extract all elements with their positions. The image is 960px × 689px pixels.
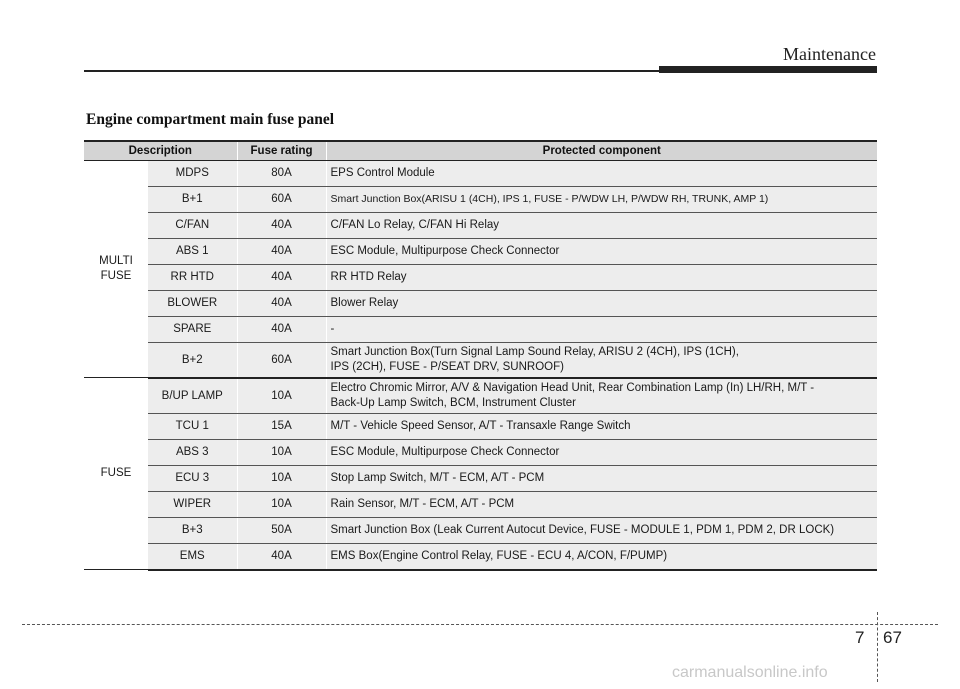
table-row <box>84 543 877 570</box>
fuse-rating: 10A <box>237 378 326 414</box>
table-header-row <box>84 141 877 160</box>
protected-component <box>326 342 877 378</box>
protected-component: Blower Relay <box>326 290 877 316</box>
table-row <box>84 264 877 290</box>
fuse-description: B+2 <box>148 342 237 378</box>
fuse-description: ABS 3 <box>148 439 237 465</box>
fuse-rating: 40A <box>237 290 326 316</box>
group-label-multi-fuse <box>84 160 148 378</box>
protected-component: Stop Lamp Switch, M/T - ECM, A/T - PCM <box>326 465 877 491</box>
section-header-title: Maintenance <box>783 44 876 64</box>
fuse-description: RR HTD <box>148 264 237 290</box>
table-row <box>84 439 877 465</box>
protected-component-line: IPS (2CH), FUSE - P/SEAT DRV, SUNROOF) <box>330 360 564 373</box>
table-row <box>84 491 877 517</box>
fuse-rating: 60A <box>237 342 326 378</box>
table-row <box>84 465 877 491</box>
protected-component-line: Smart Junction Box(Turn Signal Lamp Sound Relay, ARISU 2 (4CH), IPS (1CH), <box>330 345 739 358</box>
fuse-rating: 60A <box>237 186 326 212</box>
protected-component: Smart Junction Box(ARISU 1 (4CH), IPS 1, FUSE - P/WDW LH, P/WDW RH, TRUNK, AMP 1) <box>326 186 877 212</box>
protected-component-line: Electro Chromic Mirror, A/V & Navigation Head Unit, Rear Combination Lamp (In) LH/RH, M/T - <box>330 381 815 394</box>
footer-rule <box>22 624 938 625</box>
fuse-rating: 10A <box>237 491 326 517</box>
protected-component: M/T - Vehicle Speed Sensor, A/T - Transaxle Range Switch <box>326 413 877 439</box>
footer-divider <box>877 612 878 682</box>
fuse-description: BLOWER <box>148 290 237 316</box>
fuse-rating: 40A <box>237 212 326 238</box>
table-row <box>84 186 877 212</box>
fuse-table <box>84 140 877 571</box>
header-rule-accent <box>659 66 877 73</box>
fuse-rating: 80A <box>237 160 326 186</box>
table-row <box>84 378 877 414</box>
fuse-rating: 15A <box>237 413 326 439</box>
fuse-description: ECU 3 <box>148 465 237 491</box>
column-header-component: Protected component <box>326 141 877 160</box>
fuse-description: C/FAN <box>148 212 237 238</box>
page-number: 67 <box>883 628 902 647</box>
group-label-fuse <box>84 378 148 570</box>
watermark: carmanualsonline.info <box>672 664 828 681</box>
fuse-description: WIPER <box>148 491 237 517</box>
fuse-rating: 10A <box>237 439 326 465</box>
table-row <box>84 413 877 439</box>
group-label-line: FUSE <box>100 269 132 282</box>
fuse-description: B/UP LAMP <box>148 378 237 414</box>
protected-component: Rain Sensor, M/T - ECM, A/T - PCM <box>326 491 877 517</box>
protected-component: ESC Module, Multipurpose Check Connector <box>326 439 877 465</box>
table-row <box>84 316 877 342</box>
protected-component: - <box>326 316 877 342</box>
column-header-rating: Fuse rating <box>237 141 326 160</box>
group-label-line: MULTI <box>99 254 133 267</box>
protected-component: ESC Module, Multipurpose Check Connector <box>326 238 877 264</box>
fuse-rating: 40A <box>237 238 326 264</box>
fuse-description: TCU 1 <box>148 413 237 439</box>
fuse-rating: 10A <box>237 465 326 491</box>
fuse-description: MDPS <box>148 160 237 186</box>
group-label-line: FUSE <box>100 467 132 479</box>
protected-component: RR HTD Relay <box>326 264 877 290</box>
table-row <box>84 160 877 186</box>
fuse-rating: 40A <box>237 543 326 570</box>
page-title: Engine compartment main fuse panel <box>86 111 334 128</box>
protected-component <box>326 378 877 414</box>
table-row <box>84 517 877 543</box>
header-rule <box>84 70 659 72</box>
fuse-description: B+1 <box>148 186 237 212</box>
protected-component: EPS Control Module <box>326 160 877 186</box>
protected-component: C/FAN Lo Relay, C/FAN Hi Relay <box>326 212 877 238</box>
column-header-description: Description <box>84 141 237 160</box>
fuse-rating: 40A <box>237 264 326 290</box>
table-row <box>84 290 877 316</box>
fuse-description: ABS 1 <box>148 238 237 264</box>
fuse-description: EMS <box>148 543 237 570</box>
table-row <box>84 342 877 378</box>
fuse-description: B+3 <box>148 517 237 543</box>
table-row <box>84 212 877 238</box>
table-row <box>84 238 877 264</box>
fuse-rating: 40A <box>237 316 326 342</box>
protected-component-line: Back-Up Lamp Switch, BCM, Instrument Cluster <box>330 396 576 409</box>
chapter-number: 7 <box>855 628 865 647</box>
protected-component: Smart Junction Box (Leak Current Autocut Device, FUSE - MODULE 1, PDM 1, PDM 2, DR LOCK) <box>326 517 877 543</box>
protected-component: EMS Box(Engine Control Relay, FUSE - ECU 4, A/CON, F/PUMP) <box>326 543 877 570</box>
fuse-description: SPARE <box>148 316 237 342</box>
fuse-rating: 50A <box>237 517 326 543</box>
